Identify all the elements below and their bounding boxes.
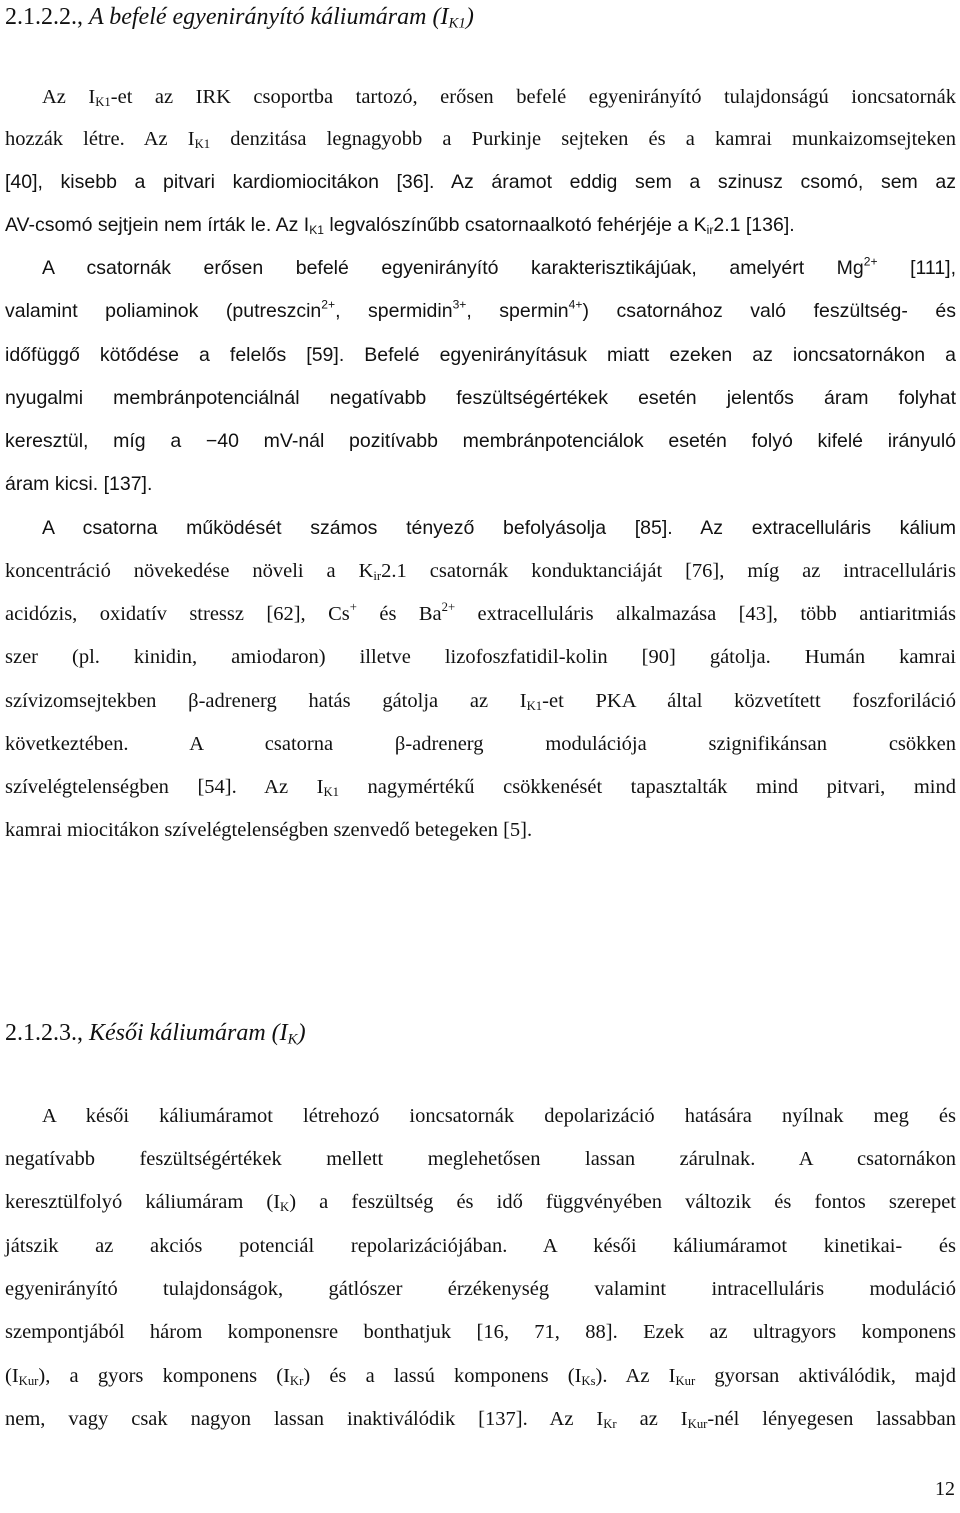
text-line: negatívabb feszültségértékek mellett meglehetősen lassan zárulnak. A csatornákon (5, 1148, 956, 1170)
heading-text: Késői káliumáram (I (89, 1020, 288, 1046)
text-line: A késői káliumáramot létrehozó ioncsatornák depolarizáció hatására nyílnak meg és (42, 1105, 956, 1127)
heading-subscript: K (287, 1031, 298, 1048)
text-line: szívelégtelenségben [54]. Az $I_{K1}$ nagymértékű csökkenését tapasztalták mind pitvari, mind (5, 776, 956, 800)
section-heading-ik (5, 1020, 306, 1047)
text-line: valamint poliaminok (putreszcin$^{2+}$, spermidin$^{3+}$, spermin$^{4+}$) csatornához való feszültség- és (5, 297, 956, 322)
text-line: egyenirányító tulajdonságok, gátlószer érzékenység valamint intracelluláris moduláció (5, 1278, 956, 1300)
heading-subscript: K1 (448, 15, 466, 32)
text-line: kamrai miocitákon szívelégtelenségben szenvedő betegeken [5]. (5, 819, 533, 841)
text-line: szempontjából három komponensre bonthatjuk [16, 71, 88]. Ezek az ultragyors komponens (5, 1321, 956, 1343)
text-line: játszik az akciós potenciál repolarizációjában. A késői káliumáramot kinetikai- és (5, 1235, 956, 1257)
text-line: szívizomsejtekben β-adrenerg hatás gátolja az $I_{K1}-et$ PKA által közvetített foszforiláció (5, 690, 956, 714)
text-line: acidózis, oxidatív stressz [62], Cs+ és $Ba^{2+}$ extracelluláris alkalmazása [43], több antiaritmiás (5, 600, 956, 625)
heading-text: A befelé egyenirányító káliumáram (I (89, 4, 449, 30)
text-line: Az $I_{K1}-et$ az IRK csoportba tartozó, erősen befelé egyenirányító tulajdonságú ioncsatornák (42, 86, 956, 110)
text-line: keresztülfolyó káliumáram $(I_K)$ a feszültség és idő függvényében változik és fontos szerepet (5, 1191, 956, 1215)
text-line: következtében. A csatorna β-adrenerg modulációja szignifikánsan csökken (5, 733, 956, 755)
text-line: szer (pl. kinidin, amiodaron) illetve lizofoszfatidil-kolin [90] gátolja. Humán kamrai (5, 646, 956, 668)
heading-number: 2.1.2.3., (5, 1020, 89, 1046)
text-line: időfüggő kötődése a felelős [59]. Befelé egyenirányításuk miatt ezeken az ioncsatornákon a (5, 344, 956, 366)
text-line: keresztül, míg a −40 mV-nál pozitívabb membránpotenciálok esetén folyó kifelé irányuló (5, 430, 956, 452)
heading-close: ) (297, 1020, 306, 1046)
heading-number: 2.1.2.2., (5, 4, 89, 30)
text-line: A csatorna működését számos tényező befolyásolja [85]. Az extracelluláris kálium (42, 517, 956, 539)
text-line: hozzák létre. Az $I_{K1}$ denzitása legnagyobb a Purkinje sejteken és a kamrai munkaizomsejteken (5, 128, 957, 152)
text-line: nyugalmi membránpotenciálnál negatívabb feszültségértékek esetén jelentős áram folyhat (5, 387, 956, 409)
text-line: $(I_{Kur})$, a gyors komponens $(I_{Kr})$ és a lassú komponens $(I_{Ks})$. Az $I_{Kur}$ gyorsan aktiválódik, majd (5, 1365, 957, 1389)
section-heading-ik1 (5, 4, 474, 31)
text-line: áram kicsi. [137]. (5, 473, 153, 495)
text-line: nem, vagy csak nagyon lassan inaktiválódik [137]. Az $I_{Kr}$ az $I_{Kur}$-nél lényegesen lassabban (5, 1408, 956, 1432)
heading-close: ) (465, 4, 474, 30)
text-line: AV-csomó sejtjein nem írták le. Az $I_{K1}$ legvalószínűbb csatornaalkotó fehérjéje a $K_{ir}2.1$ [136]. (5, 214, 795, 238)
text-line: [40], kisebb a pitvari kardiomiocitákon [36]. Az áramot eddig sem a szinusz csomó, sem az (5, 171, 956, 193)
text-line: koncentráció növekedése növeli a $K_{ir}2.1$ csatornák konduktanciáját [76], míg az intracelluláris (5, 560, 956, 584)
text-line: A csatornák erősen befelé egyenirányító karakterisztikájúak, amelyért $Mg^{2+}$ [111], (42, 254, 956, 279)
page-number: 12 (935, 1478, 955, 1500)
